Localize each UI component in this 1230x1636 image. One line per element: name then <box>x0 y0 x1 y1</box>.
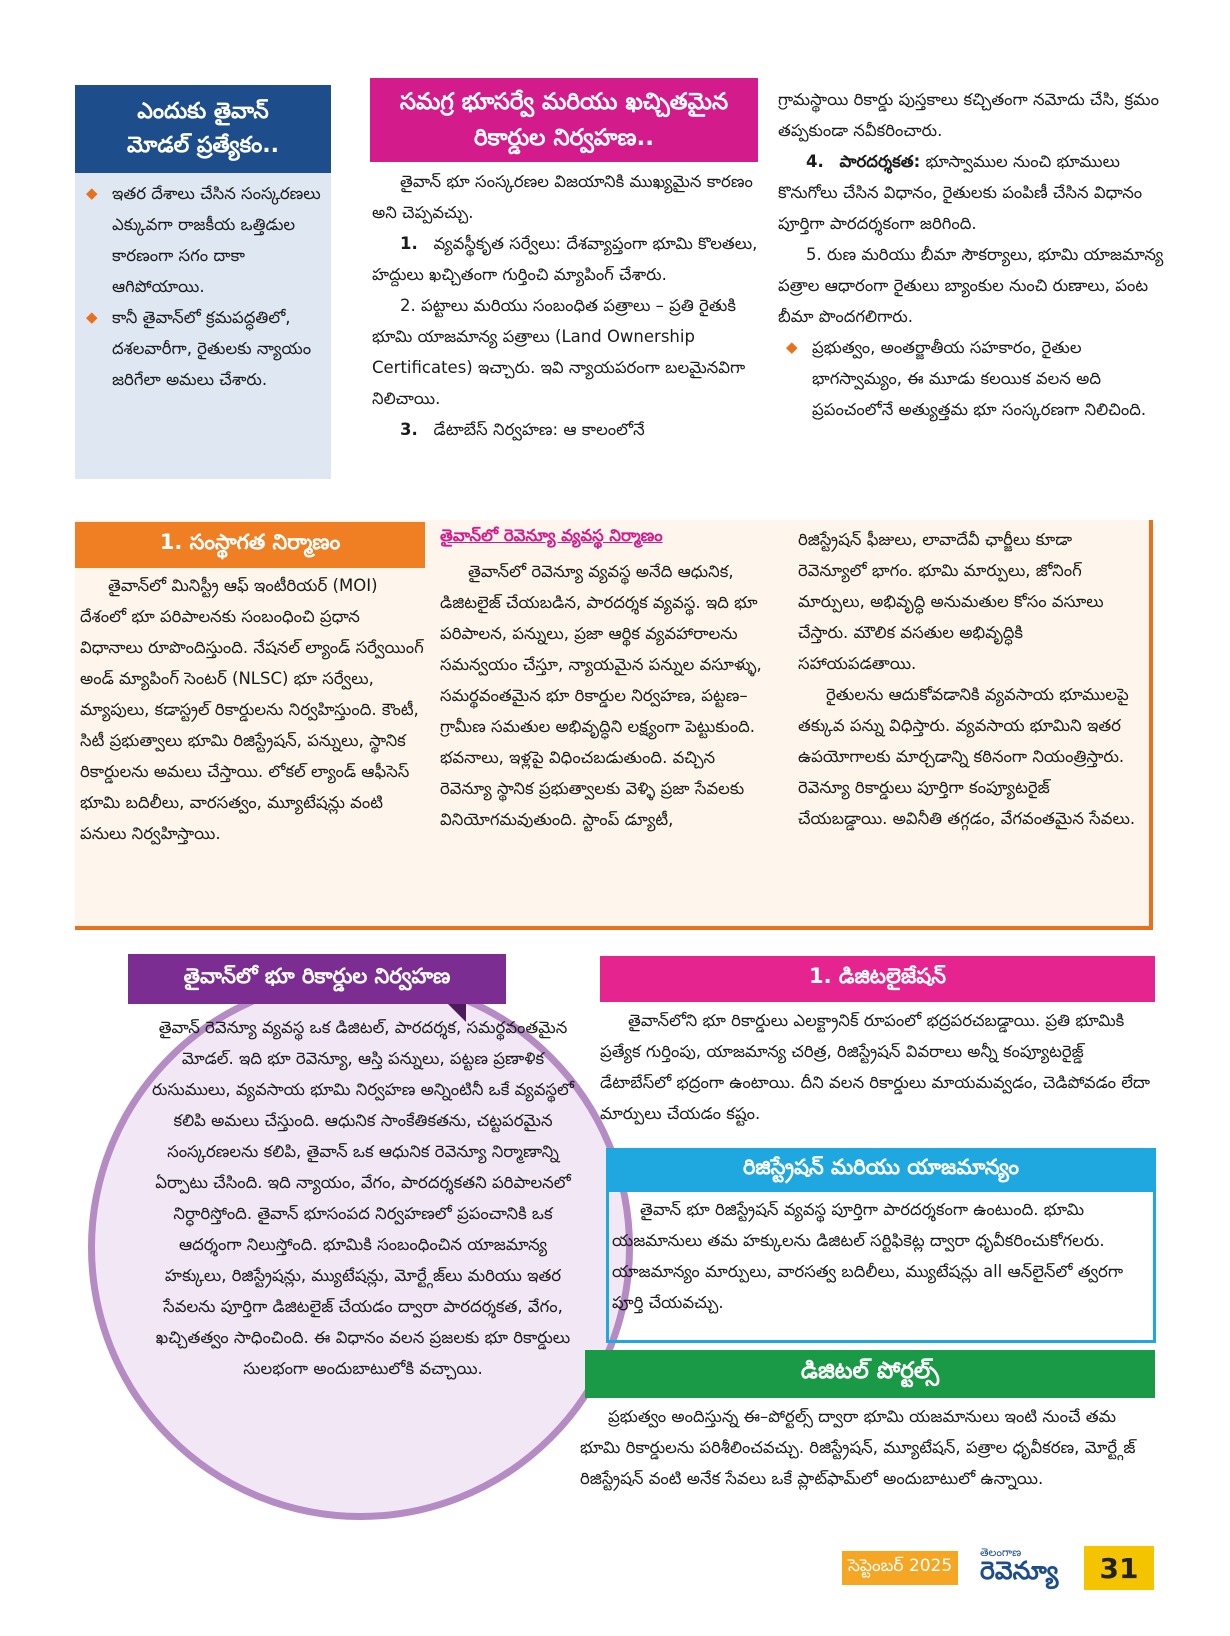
survey-point-4-text: భూస్వాముల నుంచి భూములు కొనుగోలు చేసిన విధానం, రైతులకు పంపిణీ చేసిన విధానం పూర్తిగా పారదర్శకంగా జరిగింది. <box>778 152 1143 233</box>
magazine-brand: రెవెన్యూ <box>980 1556 1059 1585</box>
survey-point-1-number: 1. <box>400 234 418 253</box>
digital-portals-text <box>580 1401 1152 1494</box>
digitization-text <box>600 1005 1155 1129</box>
institutional-paragraph: తైవాన్‌లో మినిస్ట్రీ ఆఫ్ ఇంటీరియర్ (MOI) దేశంలో భూ పరిపాలనకు సంబంధించి ప్రధాన విధానాలు రూపొందిస్తుంది. నేషనల్ ల్యాండ్ సర్వేయింగ్ అండ్ మ్యాపింగ్ సెంటర్ (NLSC) భూ సర్వేలు, మ్యాపులు, కడాస్ట్రల్ రికార్డులను నిర్వహిస్తుంది. కౌంటీ, సిటీ ప్రభుత్వాలు భూమి రిజిస్ట్రేషన్, పన్నులు, స్థానిక రికార్డులను అమలు చేస్తాయి. లోకల్ ల్యాండ్ ఆఫీసెస్ భూమి బదిలీలు, వారసత్వం, మ్యూటేషన్లు వంటి పనులు నిర్వహిస్తాయి. <box>80 576 424 843</box>
survey-point-1-lead: వ్యవస్థీకృత సర్వేలు: <box>433 234 562 253</box>
survey-intro: తైవాన్ భూ సంస్కరణల విజయానికి ముఖ్యమైన కారణం అని చెప్పవచ్చు. <box>372 172 753 222</box>
survey-point-1 <box>372 228 760 290</box>
survey-title <box>370 78 758 162</box>
registration-text <box>612 1194 1147 1318</box>
issue-date: సెప్టెంబర్ 2025 <box>842 1551 958 1585</box>
land-records-title: తైవాన్‌లో భూ రికార్డుల నిర్వహణ <box>128 954 506 1004</box>
survey-point-3-number: 3. <box>400 420 418 439</box>
revenue-structure-right <box>798 524 1143 834</box>
survey-title-line-1: సమగ్ర భూసర్వే మరియు ఖచ్చితమైన <box>399 89 729 115</box>
registration-title: రిజిస్ట్రేషన్ మరియు యాజమాన్యం <box>606 1148 1156 1192</box>
institutional-text <box>80 570 425 849</box>
survey-bullet: ◆ ప్రభుత్వం, అంతర్జాతీయ సహకారం, రైతుల భాగస్వామ్యం, ఈ మూడు కలయిక వలన అది ప్రపంచంలోనే అత్యుత్తమ భూ సంస్కరణగా నిలిచింది. <box>778 332 1166 425</box>
magazine-brand-small: తెలంగాణ <box>980 1546 1022 1559</box>
why-item-1: ◆ ఇతర దేశాలు చేసిన సంస్కరణలు ఎక్కువగా రాజకీయ ఒత్తిడుల కారణంగా సగం దాకా ఆగిపోయాయి. <box>78 178 328 302</box>
survey-continued: గ్రామస్థాయి రికార్డు పుస్తకాలు కచ్చితంగా నమోదు చేసి, క్రమం తప్పకుండా నవీకరించారు. <box>778 90 1159 140</box>
survey-point-1-text: దేశవ్యాప్తంగా భూమి కొలతలు, హద్దులు ఖచ్చితంగా గుర్తించి మ్యాపింగ్ చేశారు. <box>372 234 758 284</box>
survey-point-2: 2. పట్టాలు మరియు సంబంధిత పత్రాలు – ప్రతి రైతుకి భూమి యాజమాన్య పత్రాలు (Land Ownership Certificates) ఇచ్చారు. ఇవి న్యాయపరంగా బలమైనవిగా నిలిచాయి. <box>372 296 746 408</box>
digitization-title: 1. డిజిటలైజేషన్ <box>600 956 1155 1002</box>
digital-portals-title: డిజిటల్ పోర్టల్స్ <box>585 1350 1155 1398</box>
land-records-text <box>148 1012 578 1384</box>
revenue-right-paragraph-1: రిజిస్ట్రేషన్ ఫీజులు, లావాదేవీ ఛార్జీలు కూడా రెవెన్యూలో భాగం. భూమి మార్పులు, జోనింగ్ మార్పులు, అభివృద్ధి అనుమతుల కోసం వసూలు చేస్తారు. మౌలిక వసతుల అభివృద్ధికి సహాయపడతాయి. <box>798 530 1104 673</box>
why-taiwan-title <box>75 85 331 173</box>
survey-point-3 <box>372 414 760 445</box>
survey-column-left <box>372 166 760 445</box>
revenue-right-paragraph-2: రైతులను ఆదుకోవడానికి వ్యవసాయ భూములపై తక్కువ పన్ను విధిస్తారు. వ్యవసాయ భూమిని ఇతర ఉపయోగాలకు మార్చడాన్ని కఠినంగా నియంత్రిస్తారు. రెవెన్యూ రికార్డులు పూర్తిగా కంప్యూటరైజ్ చేయబడ్డాయి. అవినీతి తగ్గడం, వేగవంతమైన సేవలు. <box>798 685 1136 828</box>
survey-point-4-lead: పారదర్శకత: <box>839 152 921 171</box>
survey-title-line-2: రికార్డుల నిర్వహణ.. <box>473 125 655 151</box>
survey-point-4 <box>778 146 1166 239</box>
why-taiwan-list <box>78 178 328 395</box>
why-item-2: ◆ కానీ తైవాన్‌లో క్రమపద్ధతిలో, దశలవారీగా, రైతులకు న్యాయం జరిగేలా అమలు చేశారు. <box>78 302 328 395</box>
survey-point-3-text: డేటాబేస్ నిర్వహణ: ఆ కాలంలోనే <box>433 420 645 439</box>
why-title-line-1: ఎందుకు తైవాన్ <box>137 99 269 124</box>
page-number: 31 <box>1084 1546 1154 1590</box>
institutional-title: 1. సంస్థాగత నిర్మాణం <box>75 522 425 568</box>
digital-portals-paragraph: ప్రభుత్వం అందిస్తున్న ఈ–పోర్టల్స్ ద్వారా భూమి యజమానులు ఇంటి నుంచే తమ భూమి రికార్డులను పరిశీలించవచ్చు. రిజిస్ట్రేషన్, మ్యూటేషన్, పత్రాల ధృవీకరణ, మోర్ట్గేజ్ రిజిస్ట్రేషన్ వంటి అనేక సేవలు ఒకే ప్లాట్‌ఫామ్‌లో అందుబాటులో ఉన్నాయి. <box>580 1407 1136 1488</box>
survey-point-5: 5. రుణ మరియు బీమా సౌకర్యాలు, భూమి యాజమాన్య పత్రాల ఆధారంగా రైతులు బ్యాంకుల నుంచి రుణాలు, పంట బీమా పొందగలిగారు. <box>778 245 1164 326</box>
digitization-paragraph: తైవాన్‌లోని భూ రికార్డులు ఎలక్ట్రానిక్ రూపంలో భద్రపరచబడ్డాయి. ప్రతి భూమికి ప్రత్యేక గుర్తింపు, యాజమాన్య చరిత్ర, రిజిస్ట్రేషన్ వివరాలు అన్నీ కంప్యూటరైజ్డ్ డేటాబేస్‌లో భద్రంగా ఉంటాయి. దీని వలన రికార్డులు మాయమవ్వడం, చెడిపోవడం లేదా మార్పులు చేయడం కష్టం. <box>600 1011 1151 1123</box>
registration-paragraph: తైవాన్ భూ రిజిస్ట్రేషన్ వ్యవస్థ పూర్తిగా పారదర్శకంగా ఉంటుంది. భూమి యజమానులు తమ హక్కులను డిజిటల్ సర్టిఫికెట్ల ద్వారా ధృవీకరించుకోగలరు. యాజమాన్యం మార్పులు, వారసత్వ బదిలీలు, మ్యుటేషన్లు all ఆన్‌లైన్‌లో త్వరగా పూర్తి చేయవచ్చు. <box>612 1200 1124 1312</box>
survey-column-right <box>778 84 1166 425</box>
why-title-line-2: మోడల్ ప్రత్యేకం.. <box>127 133 279 158</box>
survey-point-4-number: 4. <box>806 152 824 171</box>
revenue-structure-title: తైవాన్‌లో రెవెన్యూ వ్యవస్థ నిర్మాణం <box>440 526 663 545</box>
revenue-structure-text <box>440 556 770 835</box>
revenue-paragraph: తైవాన్‌లో రెవెన్యూ వ్యవస్థ అనేది ఆధునిక, డిజిటలైజ్ చేయబడిన, పారదర్శక వ్యవస్థ. ఇది భూ పరిపాలన, పన్నులు, ప్రజా ఆర్థిక వ్యవహారాలను సమన్వయం చేస్తూ, న్యాయమైన పన్నుల వసూళ్ళు, సమర్థవంతమైన భూ రికార్డుల నిర్వహణ, పట్టణ–గ్రామీణ సమతుల అభివృద్ధిని లక్ష్యంగా పెట్టుకుంది. భవనాలు, ఇళ్లపై విధించబడుతుంది. వచ్చిన రెవెన్యూ స్థానిక ప్రభుత్వాలకు వెళ్ళి ప్రజా సేవలకు వినియోగమవుతుంది. స్టాంప్ డ్యూటీ, <box>440 562 762 829</box>
land-records-paragraph: తైవాన్ రెవెన్యూ వ్యవస్థ ఒక డిజిటల్, పారదర్శక, సమర్థవంతమైన మోడల్. ఇది భూ రెవెన్యూ, ఆస్తి పన్నులు, పట్టణ ప్రణాళిక రుసుములు, వ్యవసాయ భూమి నిర్వహణ అన్నింటినీ ఒకే వ్యవస్థలో కలిపి అమలు చేస్తుంది. ఆధునిక సాంకేతికతను, చట్టపరమైన సంస్కరణలను కలిపి, తైవాన్ ఒక ఆధునిక రెవెన్యూ నిర్మాణాన్ని ఏర్పాటు చేసింది. ఇది న్యాయం, వేగం, పారదర్శకతని పరిపాలనలో నిర్ధారిస్తోంది. తైవాన్ భూసంపద నిర్వహణలో ప్రపంచానికి ఒక ఆదర్శంగా నిలుస్తోంది. భూమికి సంబంధించిన యాజమాన్య హక్కులు, రిజిస్ట్రేషన్లు, మ్యుటేషన్లు, మోర్ట్గేజ్‌లు మరియు ఇతర సేవలను పూర్తిగా డిజిటలైజ్ చేయడం ద్వారా పారదర్శకత, వేగం, ఖచ్చితత్వం సాధించింది. ఈ విధానం వలన ప్రజలకు భూ రికార్డులు సులభంగా అందుబాటులోకి వచ్చాయి. <box>151 1018 574 1378</box>
